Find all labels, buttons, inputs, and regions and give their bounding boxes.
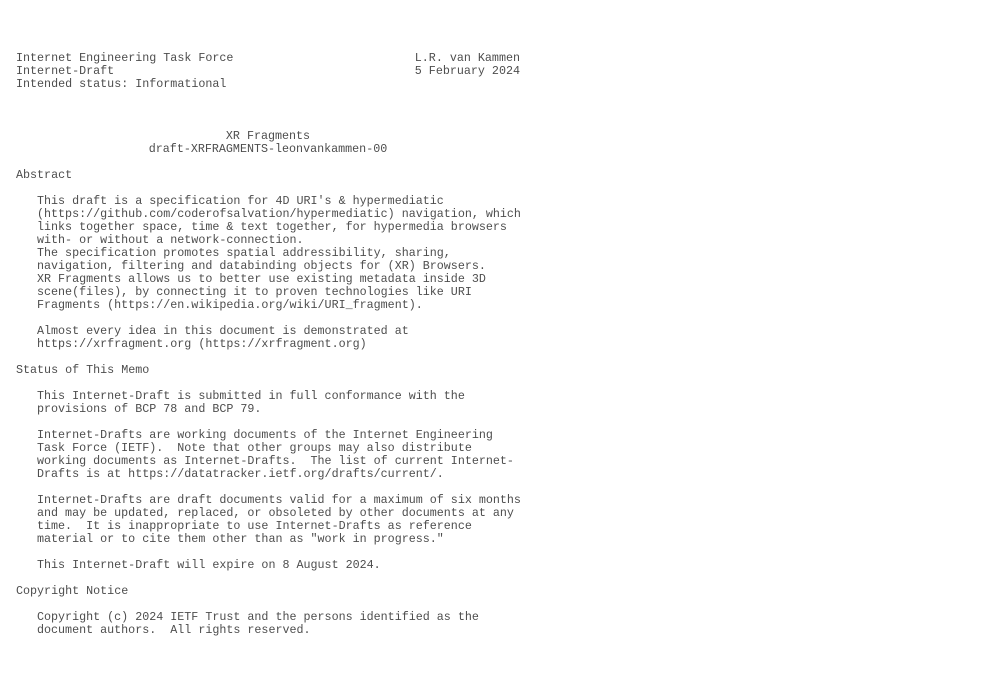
draft-identifier: draft-XRFRAGMENTS-leonvankammen-00: [148, 142, 388, 156]
abstract-text-line: (https://github.com/coderofsalvation/hypermediatic) navigation, which: [37, 207, 521, 221]
expiry-line: This Internet-Draft will expire on 8 August 2024.: [37, 558, 381, 572]
abstract-text-line: scene(files), by connecting it to proven technologies like URI: [37, 285, 472, 299]
status-text-line: time. It is inappropriate to use Internet-Drafts as reference: [37, 519, 472, 533]
copyright-heading: Copyright Notice: [16, 584, 129, 598]
masthead-doctype: Internet-Draft: [16, 64, 115, 78]
blank-line: [16, 156, 520, 169]
status-text-line: Internet-Drafts are draft documents valid for a maximum of six months: [37, 493, 521, 507]
status-text-line: Internet-Drafts are working documents of the Internet Engineering: [37, 428, 493, 442]
abstract-text-line: Fragments (https://en.wikipedia.org/wiki/URI_fragment).: [37, 298, 423, 312]
abstract-text-line: Almost every idea in this document is demonstrated at: [37, 324, 409, 338]
status-text-line: and may be updated, replaced, or obsoleted by other documents at any: [37, 506, 514, 520]
document-title: XR Fragments: [225, 129, 311, 143]
internet-draft-document: [16, 52, 520, 637]
status-text-line: Drafts is at https://datatracker.ietf.org/drafts/current/.: [37, 467, 444, 481]
status-text-line: This Internet-Draft is submitted in full conformance with the: [37, 389, 465, 403]
masthead-author: L.R. van Kammen: [414, 51, 520, 65]
abstract-text-line: navigation, filtering and databinding objects for (XR) Browsers.: [37, 259, 486, 273]
status-text-line: Task Force (IETF). Note that other groups may also distribute: [37, 441, 472, 455]
abstract-text-line: The specification promotes spatial addressibility, sharing,: [37, 246, 451, 260]
masthead-status: Intended status: Informational: [16, 77, 227, 91]
copyright-text-line: Copyright (c) 2024 IETF Trust and the persons identified as the: [37, 610, 479, 624]
status-text-line: provisions of BCP 78 and BCP 79.: [37, 402, 262, 416]
abstract-heading: Abstract: [16, 168, 73, 182]
abstract-text-line: XR Fragments allows us to better use existing metadata inside 3D: [37, 272, 486, 286]
blank-line: [16, 104, 520, 117]
status-text-line: material or to cite them other than as "work in progress.": [37, 532, 444, 546]
abstract-text-line: with- or without a network-connection.: [37, 233, 304, 247]
status-heading: Status of This Memo: [16, 363, 150, 377]
masthead-date: 5 February 2024: [414, 64, 520, 78]
abstract-text-line: links together space, time & text together, for hypermedia browsers: [37, 220, 507, 234]
copyright-text-line: document authors. All rights reserved.: [37, 623, 311, 637]
status-text-line: working documents as Internet-Drafts. The list of current Internet-: [37, 454, 514, 468]
masthead-org: Internet Engineering Task Force: [16, 51, 234, 65]
blank-line: [16, 91, 520, 104]
abstract-text-line: This draft is a specification for 4D URI's & hypermediatic: [37, 194, 444, 208]
abstract-text-line: https://xrfragment.org (https://xrfragment.org): [37, 337, 367, 351]
